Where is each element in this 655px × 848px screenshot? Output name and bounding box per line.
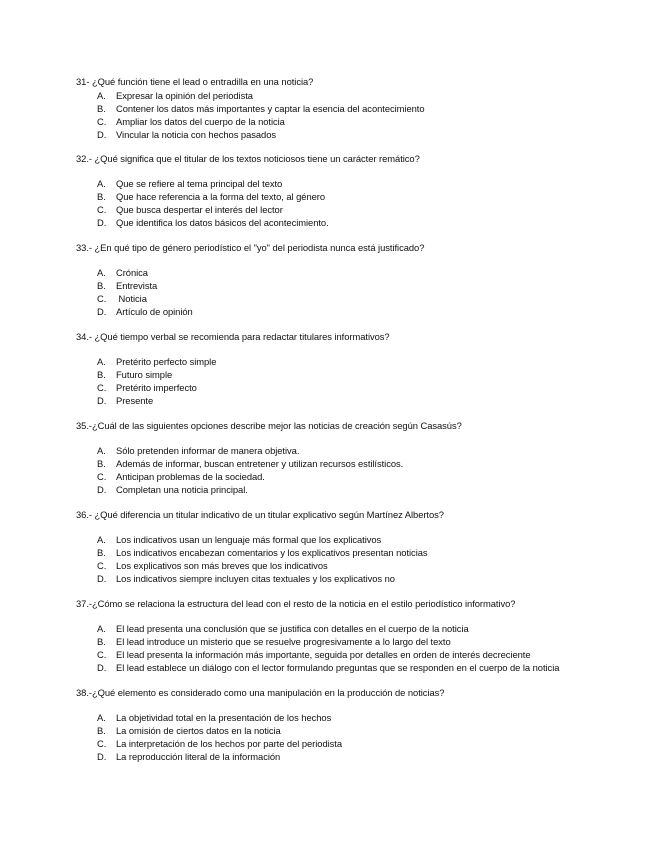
option-letter: A. bbox=[97, 623, 106, 634]
question-35 bbox=[76, 419, 636, 496]
option-letter: A. bbox=[97, 712, 106, 723]
option-d bbox=[76, 394, 636, 407]
option-letter: D. bbox=[97, 306, 107, 317]
option-letter: B. bbox=[97, 636, 106, 647]
option-c bbox=[76, 559, 636, 572]
option-letter: D. bbox=[97, 129, 107, 140]
question-title: 36.- ¿Qué diferencia un titular indicativo de un titular explicativo según Martínez Albertos? bbox=[76, 509, 444, 520]
option-letter: B. bbox=[97, 458, 106, 469]
question-title: 31- ¿Qué función tiene el lead o entradilla en una noticia? bbox=[76, 76, 314, 87]
option-list bbox=[76, 533, 636, 585]
question-33 bbox=[76, 241, 636, 318]
option-letter: C. bbox=[97, 738, 107, 749]
option-a bbox=[76, 711, 636, 724]
option-text: El lead introduce un misterio que se resuelve progresivamente a lo largo del texto bbox=[116, 636, 451, 647]
option-text: La reproducción literal de la información bbox=[116, 751, 281, 762]
option-letter: C. bbox=[97, 471, 107, 482]
option-letter: C. bbox=[97, 204, 107, 215]
option-text: Expresar la opinión del periodista bbox=[116, 90, 253, 101]
option-letter: B. bbox=[97, 103, 106, 114]
question-34 bbox=[76, 330, 636, 407]
option-list bbox=[76, 444, 636, 496]
option-c bbox=[76, 381, 636, 394]
option-a bbox=[76, 622, 636, 635]
option-b bbox=[76, 368, 636, 381]
option-letter: D. bbox=[97, 395, 107, 406]
option-d bbox=[76, 128, 636, 141]
option-a bbox=[76, 355, 636, 368]
question-title: 37.-¿Cómo se relaciona la estructura del lead con el resto de la noticia en el estilo periodístico informativo? bbox=[76, 598, 516, 609]
option-text: La objetividad total en la presentación de los hechos bbox=[116, 712, 332, 723]
option-text: El lead presenta una conclusión que se justifica con detalles en el cuerpo de la noticia bbox=[116, 623, 469, 634]
option-text: La omisión de ciertos datos en la noticia bbox=[116, 725, 281, 736]
option-text: Que identifica los datos básicos del acontecimiento. bbox=[116, 217, 329, 228]
option-b bbox=[76, 279, 636, 292]
option-c bbox=[76, 115, 636, 128]
option-list bbox=[76, 622, 636, 674]
option-text: Los indicativos encabezan comentarios y los explicativos presentan noticias bbox=[116, 547, 428, 558]
option-text: Contener los datos más importantes y captar la esencia del acontecimiento bbox=[116, 103, 425, 114]
question-title: 34.- ¿Qué tiempo verbal se recomienda para redactar titulares informativos? bbox=[76, 331, 390, 342]
option-d bbox=[76, 216, 636, 229]
option-letter: A. bbox=[97, 445, 106, 456]
option-letter: C. bbox=[97, 382, 107, 393]
option-c bbox=[76, 737, 636, 750]
option-text: Vincular la noticia con hechos pasados bbox=[116, 129, 277, 140]
option-c bbox=[76, 203, 636, 216]
option-list bbox=[76, 266, 636, 318]
option-text: Los explicativos son más breves que los indicativos bbox=[116, 560, 328, 571]
option-letter: D. bbox=[97, 484, 107, 495]
option-list bbox=[76, 177, 636, 229]
option-text: Noticia bbox=[116, 293, 147, 304]
option-letter: B. bbox=[97, 369, 106, 380]
option-b bbox=[76, 635, 636, 648]
option-letter: B. bbox=[97, 547, 106, 558]
option-text: Que hace referencia a la forma del texto, al género bbox=[116, 191, 326, 202]
option-letter: D. bbox=[97, 217, 107, 228]
option-text: Completan una noticia principal. bbox=[116, 484, 248, 495]
option-a bbox=[76, 533, 636, 546]
option-b bbox=[76, 724, 636, 737]
option-text: Que busca despertar el interés del lector bbox=[116, 204, 283, 215]
option-letter: C. bbox=[97, 649, 107, 660]
option-letter: B. bbox=[97, 280, 106, 291]
option-list bbox=[76, 355, 636, 407]
option-text: Crónica bbox=[116, 267, 148, 278]
option-b bbox=[76, 190, 636, 203]
option-text: El lead establece un diálogo con el lector formulando preguntas que se responden en el cuerpo de la noticia bbox=[116, 662, 560, 673]
option-c bbox=[76, 470, 636, 483]
option-text: Además de informar, buscan entretener y utilizan recursos estilísticos. bbox=[116, 458, 404, 469]
option-text: Artículo de opinión bbox=[116, 306, 193, 317]
option-text: Ampliar los datos del cuerpo de la noticia bbox=[116, 116, 285, 127]
option-letter: A. bbox=[97, 90, 106, 101]
option-text: Los indicativos usan un lenguaje más formal que los explicativos bbox=[116, 534, 382, 545]
option-letter: A. bbox=[97, 534, 106, 545]
option-list bbox=[76, 711, 636, 763]
option-text: Presente bbox=[116, 395, 154, 406]
option-d bbox=[76, 572, 636, 585]
option-text: Que se refiere al tema principal del texto bbox=[116, 178, 283, 189]
option-b bbox=[76, 457, 636, 470]
option-text: Anticipan problemas de la sociedad. bbox=[116, 471, 265, 482]
question-title: 33.- ¿En qué tipo de género periodístico el "yo" del periodista nunca está justificado? bbox=[76, 242, 425, 253]
option-text: Entrevista bbox=[116, 280, 158, 291]
question-title: 35.-¿Cuál de las siguientes opciones describe mejor las noticias de creación según Casasús? bbox=[76, 420, 462, 431]
option-letter: A. bbox=[97, 267, 106, 278]
option-a bbox=[76, 266, 636, 279]
option-c bbox=[76, 648, 636, 661]
option-letter: D. bbox=[97, 751, 107, 762]
option-letter: B. bbox=[97, 725, 106, 736]
question-title: 32.- ¿Qué significa que el titular de los textos noticiosos tiene un carácter remático? bbox=[76, 153, 420, 164]
option-d bbox=[76, 483, 636, 496]
option-b bbox=[76, 102, 636, 115]
option-text: Pretérito imperfecto bbox=[116, 382, 197, 393]
question-32 bbox=[76, 152, 636, 229]
option-d bbox=[76, 305, 636, 318]
option-c bbox=[76, 292, 636, 305]
option-letter: D. bbox=[97, 573, 107, 584]
option-a bbox=[76, 89, 636, 102]
option-text: El lead presenta la información más importante, seguida por detalles en orden de interés decreciente bbox=[116, 649, 531, 660]
option-text: La interpretación de los hechos por parte del periodista bbox=[116, 738, 342, 749]
option-d bbox=[76, 661, 636, 674]
question-title: 38.-¿Qué elemento es considerado como una manipulación en la producción de noticias? bbox=[76, 687, 445, 698]
option-text: Sólo pretenden informar de manera objetiva. bbox=[116, 445, 300, 456]
option-a bbox=[76, 177, 636, 190]
question-38 bbox=[76, 686, 636, 763]
option-text: Futuro simple bbox=[116, 369, 173, 380]
option-letter: A. bbox=[97, 356, 106, 367]
option-b bbox=[76, 546, 636, 559]
question-36 bbox=[76, 508, 636, 585]
option-a bbox=[76, 444, 636, 457]
option-d bbox=[76, 750, 636, 763]
option-text: Los indicativos siempre incluyen citas textuales y los explicativos no bbox=[116, 573, 395, 584]
option-letter: C. bbox=[97, 116, 107, 127]
option-letter: D. bbox=[97, 662, 107, 673]
option-letter: A. bbox=[97, 178, 106, 189]
option-letter: C. bbox=[97, 293, 107, 304]
option-letter: C. bbox=[97, 560, 107, 571]
option-list bbox=[76, 89, 636, 141]
question-37 bbox=[76, 597, 636, 674]
option-letter: B. bbox=[97, 191, 106, 202]
question-31 bbox=[76, 75, 636, 141]
option-text: Pretérito perfecto simple bbox=[116, 356, 217, 367]
